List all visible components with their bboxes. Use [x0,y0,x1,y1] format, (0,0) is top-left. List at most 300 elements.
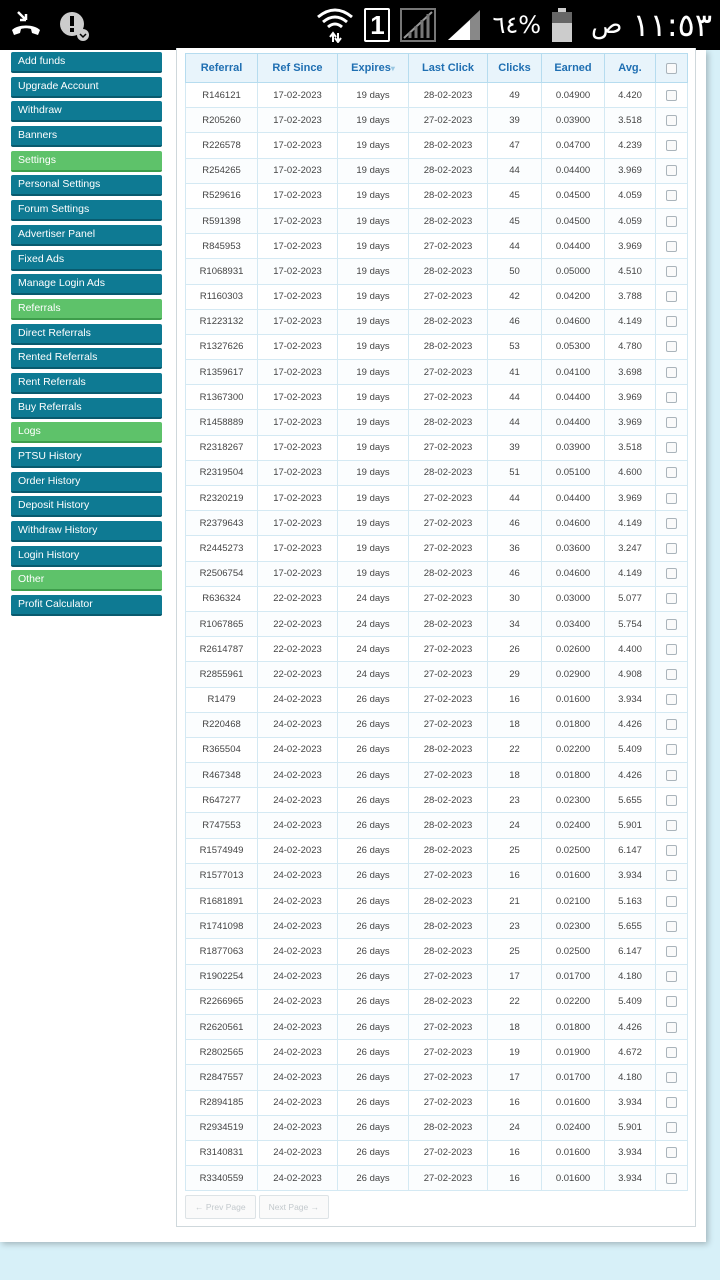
cell-last-click: 27-02-2023 [409,712,488,737]
cell-earned: 0.02400 [542,813,605,838]
sidebar-item-profit-calculator[interactable]: Profit Calculator [11,595,162,616]
row-checkbox[interactable] [666,1072,677,1083]
col-header-last-click[interactable]: Last Click [409,54,488,83]
cell-avg: 3.969 [605,385,656,410]
table-row [186,914,688,939]
row-checkbox[interactable] [666,1122,677,1133]
cell-clicks: 25 [488,838,542,863]
row-checkbox[interactable] [666,921,677,932]
cell-select [656,385,688,410]
cell-clicks: 17 [488,1065,542,1090]
cell-avg: 4.780 [605,334,656,359]
cell-ref-since: 24-02-2023 [258,813,338,838]
table-row [186,1115,688,1140]
cell-avg: 3.969 [605,486,656,511]
cell-referral-id: R1067865 [186,611,258,636]
cell-last-click: 28-02-2023 [409,611,488,636]
row-checkbox[interactable] [666,593,677,604]
cell-select [656,1140,688,1165]
cell-expires: 19 days [338,561,409,586]
cell-earned: 0.04400 [542,158,605,183]
cell-ref-since: 17-02-2023 [258,536,338,561]
cell-avg: 3.518 [605,108,656,133]
cell-avg: 5.655 [605,788,656,813]
table-row [186,763,688,788]
cell-avg: 4.400 [605,637,656,662]
cell-referral-id: R2620561 [186,1014,258,1039]
cell-ref-since: 24-02-2023 [258,1166,338,1191]
cell-avg: 3.247 [605,536,656,561]
cell-ref-since: 24-02-2023 [258,838,338,863]
sidebar-item-manage-login-ads[interactable]: Manage Login Ads [11,274,162,295]
row-checkbox[interactable] [666,115,677,126]
sidebar-item-order-history[interactable]: Order History [11,472,162,493]
cell-last-click: 27-02-2023 [409,1065,488,1090]
cell-select [656,914,688,939]
next-page-button[interactable]: Next Page → [259,1195,330,1219]
cell-expires: 26 days [338,1166,409,1191]
col-header-expires[interactable] [338,54,409,83]
cell-select [656,133,688,158]
cell-last-click: 27-02-2023 [409,108,488,133]
col-header-earned[interactable]: Earned [542,54,605,83]
cell-avg: 3.934 [605,1166,656,1191]
cell-last-click: 27-02-2023 [409,637,488,662]
wifi-icon [316,7,354,43]
table-header-row [186,54,688,83]
cell-expires: 26 days [338,939,409,964]
cell-referral-id: R2934519 [186,1115,258,1140]
row-checkbox[interactable] [666,1047,677,1058]
sidebar-item-upgrade-account[interactable]: Upgrade Account [11,77,162,98]
sidebar-item-buy-referrals[interactable]: Buy Referrals [11,398,162,419]
cell-ref-since: 24-02-2023 [258,1090,338,1115]
cell-last-click: 28-02-2023 [409,561,488,586]
cell-last-click: 28-02-2023 [409,208,488,233]
cell-ref-since: 17-02-2023 [258,208,338,233]
select-all-checkbox[interactable] [666,63,677,74]
cell-select [656,183,688,208]
sidebar-item-ptsu-history[interactable]: PTSU History [11,447,162,468]
cell-earned: 0.04400 [542,410,605,435]
cell-ref-since: 24-02-2023 [258,914,338,939]
row-checkbox[interactable] [666,845,677,856]
cell-referral-id: R3340559 [186,1166,258,1191]
cell-last-click: 28-02-2023 [409,813,488,838]
cell-ref-since: 24-02-2023 [258,939,338,964]
cell-expires: 26 days [338,687,409,712]
sidebar-item-deposit-history[interactable]: Deposit History [11,496,162,517]
cell-expires: 19 days [338,259,409,284]
cell-last-click: 27-02-2023 [409,687,488,712]
cell-referral-id: R1327626 [186,334,258,359]
battery-icon [551,7,573,43]
cell-earned: 0.02200 [542,989,605,1014]
cell-clicks: 25 [488,939,542,964]
table-row [186,1090,688,1115]
cell-expires: 19 days [338,309,409,334]
cell-select [656,687,688,712]
cell-avg: 4.239 [605,133,656,158]
cell-avg: 4.426 [605,1014,656,1039]
cell-select [656,435,688,460]
prev-page-button[interactable]: ← Prev Page [185,1195,256,1219]
cell-last-click: 27-02-2023 [409,586,488,611]
cell-select [656,763,688,788]
cell-select [656,788,688,813]
sidebar-item-login-history[interactable]: Login History [11,546,162,567]
cell-referral-id: R2847557 [186,1065,258,1090]
sidebar-menu [11,52,162,620]
cell-earned: 0.04600 [542,309,605,334]
row-checkbox[interactable] [666,870,677,881]
cell-expires: 26 days [338,1140,409,1165]
table-row [186,133,688,158]
cell-earned: 0.01700 [542,964,605,989]
table-row [186,586,688,611]
row-checkbox[interactable] [666,165,677,176]
table-row [186,334,688,359]
cell-referral-id: R205260 [186,108,258,133]
table-row [186,158,688,183]
signal-icon [446,8,482,42]
cell-expires: 26 days [338,737,409,762]
cell-expires: 26 days [338,1040,409,1065]
row-checkbox[interactable] [666,795,677,806]
cell-clicks: 44 [488,385,542,410]
cell-clicks: 46 [488,511,542,536]
table-row [186,813,688,838]
cell-earned: 0.02200 [542,737,605,762]
cell-earned: 0.03000 [542,586,605,611]
cell-last-click: 27-02-2023 [409,234,488,259]
cell-last-click: 27-02-2023 [409,435,488,460]
cell-ref-since: 17-02-2023 [258,435,338,460]
cell-referral-id: R2445273 [186,536,258,561]
table-row [186,183,688,208]
cell-referral-id: R1160303 [186,284,258,309]
cell-referral-id: R1458889 [186,410,258,435]
row-checkbox[interactable] [666,568,677,579]
cell-avg: 3.934 [605,687,656,712]
row-checkbox[interactable] [666,241,677,252]
cell-earned: 0.04400 [542,486,605,511]
cell-earned: 0.01700 [542,1065,605,1090]
cell-clicks: 45 [488,183,542,208]
sidebar-section-referrals: Referrals [11,299,162,320]
row-checkbox[interactable] [666,896,677,907]
col-header-ref-since[interactable]: Ref Since [258,54,338,83]
cell-avg: 3.518 [605,435,656,460]
cell-avg: 5.077 [605,586,656,611]
cell-expires: 26 days [338,964,409,989]
row-checkbox[interactable] [666,619,677,630]
col-header-avg[interactable]: Avg. [605,54,656,83]
cell-expires: 19 days [338,536,409,561]
row-checkbox[interactable] [666,140,677,151]
cell-avg: 3.934 [605,1090,656,1115]
pagination [185,1195,329,1219]
cell-last-click: 28-02-2023 [409,183,488,208]
row-checkbox[interactable] [666,216,677,227]
cell-expires: 19 days [338,385,409,410]
row-checkbox[interactable] [666,341,677,352]
row-checkbox[interactable] [666,996,677,1007]
cell-avg: 4.180 [605,964,656,989]
cell-select [656,561,688,586]
cell-last-click: 28-02-2023 [409,939,488,964]
col-header-referral[interactable]: Referral [186,54,258,83]
cell-select [656,889,688,914]
table-row [186,511,688,536]
cell-avg: 4.426 [605,712,656,737]
cell-avg: 3.934 [605,1140,656,1165]
cell-clicks: 46 [488,561,542,586]
cell-select [656,486,688,511]
cell-expires: 26 days [338,813,409,838]
cell-referral-id: R2506754 [186,561,258,586]
cell-last-click: 27-02-2023 [409,964,488,989]
row-checkbox[interactable] [666,770,677,781]
cell-earned: 0.03900 [542,108,605,133]
table-row [186,309,688,334]
sidebar-item-add-funds[interactable]: Add funds [11,52,162,73]
cell-select [656,611,688,636]
cell-last-click: 27-02-2023 [409,385,488,410]
row-checkbox[interactable] [666,1147,677,1158]
row-checkbox[interactable] [666,1173,677,1184]
cell-earned: 0.03400 [542,611,605,636]
cell-clicks: 16 [488,863,542,888]
row-checkbox[interactable] [666,392,677,403]
table-row [186,561,688,586]
sidebar-item-forum-settings[interactable]: Forum Settings [11,200,162,221]
sidebar-item-fixed-ads[interactable]: Fixed Ads [11,250,162,271]
cell-clicks: 44 [488,486,542,511]
table-row [186,687,688,712]
cell-clicks: 19 [488,1040,542,1065]
cell-referral-id: R1877063 [186,939,258,964]
alert-icon [58,10,90,42]
cell-select [656,284,688,309]
cell-earned: 0.05100 [542,460,605,485]
cell-select [656,410,688,435]
sidebar-section-other: Other [11,570,162,591]
sidebar-item-banners[interactable]: Banners [11,126,162,147]
cell-referral-id: R467348 [186,763,258,788]
cell-select [656,637,688,662]
cell-last-click: 28-02-2023 [409,889,488,914]
table-row [186,788,688,813]
cell-expires: 26 days [338,989,409,1014]
row-checkbox[interactable] [666,266,677,277]
cell-referral-id: R2320219 [186,486,258,511]
cell-last-click: 28-02-2023 [409,989,488,1014]
sim-icon: 1 [364,8,390,42]
table-row [186,410,688,435]
cell-last-click: 27-02-2023 [409,863,488,888]
cell-clicks: 44 [488,234,542,259]
cell-ref-since: 17-02-2023 [258,410,338,435]
table-row [186,536,688,561]
cell-select [656,939,688,964]
cell-clicks: 18 [488,1014,542,1039]
cell-avg: 5.901 [605,813,656,838]
cell-select [656,586,688,611]
cell-clicks: 26 [488,637,542,662]
table-row [186,108,688,133]
cell-select [656,737,688,762]
cell-earned: 0.02600 [542,637,605,662]
sidebar-item-advertiser-panel[interactable]: Advertiser Panel [11,225,162,246]
cell-last-click: 28-02-2023 [409,133,488,158]
cell-clicks: 39 [488,435,542,460]
table-row [186,989,688,1014]
cell-clicks: 45 [488,208,542,233]
cell-earned: 0.02500 [542,939,605,964]
cell-referral-id: R254265 [186,158,258,183]
row-checkbox[interactable] [666,971,677,982]
cell-select [656,536,688,561]
cell-last-click: 28-02-2023 [409,158,488,183]
cell-ref-since: 17-02-2023 [258,511,338,536]
sidebar-item-rent-referrals[interactable]: Rent Referrals [11,373,162,394]
row-checkbox[interactable] [666,946,677,957]
cell-clicks: 29 [488,662,542,687]
row-checkbox[interactable] [666,543,677,554]
cell-expires: 26 days [338,1090,409,1115]
cell-referral-id: R591398 [186,208,258,233]
cell-referral-id: R220468 [186,712,258,737]
cell-earned: 0.02400 [542,1115,605,1140]
row-checkbox[interactable] [666,694,677,705]
sidebar-section-logs: Logs [11,422,162,443]
cell-referral-id: R2319504 [186,460,258,485]
cell-earned: 0.04600 [542,511,605,536]
cell-select [656,662,688,687]
table-row [186,360,688,385]
cell-avg: 5.163 [605,889,656,914]
cell-avg: 3.969 [605,158,656,183]
row-checkbox[interactable] [666,467,677,478]
col-header-expires-label: Expires [351,62,391,74]
row-checkbox[interactable] [666,190,677,201]
cell-ref-since: 22-02-2023 [258,586,338,611]
cell-avg: 4.149 [605,309,656,334]
table-row [186,737,688,762]
cell-avg: 6.147 [605,838,656,863]
cell-referral-id: R529616 [186,183,258,208]
cell-clicks: 22 [488,737,542,762]
cell-ref-since: 17-02-2023 [258,158,338,183]
cell-last-click: 27-02-2023 [409,284,488,309]
table-row [186,838,688,863]
cell-avg: 5.409 [605,737,656,762]
cell-avg: 4.420 [605,83,656,108]
cell-expires: 26 days [338,914,409,939]
sidebar-item-personal-settings[interactable]: Personal Settings [11,175,162,196]
sidebar-item-direct-referrals[interactable]: Direct Referrals [11,324,162,345]
cell-last-click: 27-02-2023 [409,1014,488,1039]
cell-avg: 4.600 [605,460,656,485]
cell-earned: 0.01600 [542,1140,605,1165]
row-checkbox[interactable] [666,744,677,755]
cell-clicks: 50 [488,259,542,284]
cell-select [656,208,688,233]
row-checkbox[interactable] [666,493,677,504]
cell-ref-since: 24-02-2023 [258,1065,338,1090]
col-header-clicks[interactable]: Clicks [488,54,542,83]
cell-ref-since: 17-02-2023 [258,284,338,309]
cell-earned: 0.03600 [542,536,605,561]
cell-clicks: 16 [488,687,542,712]
cell-earned: 0.04600 [542,561,605,586]
cell-ref-since: 24-02-2023 [258,788,338,813]
cell-clicks: 36 [488,536,542,561]
cell-last-click: 28-02-2023 [409,460,488,485]
row-checkbox[interactable] [666,644,677,655]
table-row [186,712,688,737]
cell-referral-id: R3140831 [186,1140,258,1165]
table-row [186,939,688,964]
sidebar-item-withdraw[interactable]: Withdraw [11,101,162,122]
row-checkbox[interactable] [666,367,677,378]
cell-expires: 19 days [338,158,409,183]
row-checkbox[interactable] [666,518,677,529]
cell-last-click: 27-02-2023 [409,763,488,788]
cell-avg: 4.672 [605,1040,656,1065]
cell-referral-id: R2855961 [186,662,258,687]
cell-ref-since: 24-02-2023 [258,763,338,788]
cell-earned: 0.04500 [542,208,605,233]
cell-last-click: 28-02-2023 [409,334,488,359]
row-checkbox[interactable] [666,291,677,302]
cell-referral-id: R1359617 [186,360,258,385]
cell-select [656,259,688,284]
row-checkbox[interactable] [666,820,677,831]
row-checkbox[interactable] [666,417,677,428]
cell-avg: 4.149 [605,511,656,536]
cell-referral-id: R2894185 [186,1090,258,1115]
cell-earned: 0.04400 [542,234,605,259]
cell-clicks: 39 [488,108,542,133]
table-row [186,964,688,989]
cell-referral-id: R1577013 [186,863,258,888]
cell-earned: 0.05000 [542,259,605,284]
cell-referral-id: R1223132 [186,309,258,334]
cell-ref-since: 24-02-2023 [258,737,338,762]
sidebar-item-withdraw-history[interactable]: Withdraw History [11,521,162,542]
table-row [186,284,688,309]
row-checkbox[interactable] [666,1022,677,1033]
row-checkbox[interactable] [666,316,677,327]
cell-referral-id: R1681891 [186,889,258,914]
cell-select [656,108,688,133]
row-checkbox[interactable] [666,719,677,730]
cell-select [656,712,688,737]
row-checkbox[interactable] [666,90,677,101]
sidebar-item-rented-referrals[interactable]: Rented Referrals [11,348,162,369]
cell-expires: 26 days [338,863,409,888]
row-checkbox[interactable] [666,669,677,680]
cell-referral-id: R226578 [186,133,258,158]
cell-clicks: 42 [488,284,542,309]
cell-last-click: 28-02-2023 [409,788,488,813]
row-checkbox[interactable] [666,442,677,453]
row-checkbox[interactable] [666,1097,677,1108]
table-row [186,486,688,511]
cell-referral-id: R2318267 [186,435,258,460]
